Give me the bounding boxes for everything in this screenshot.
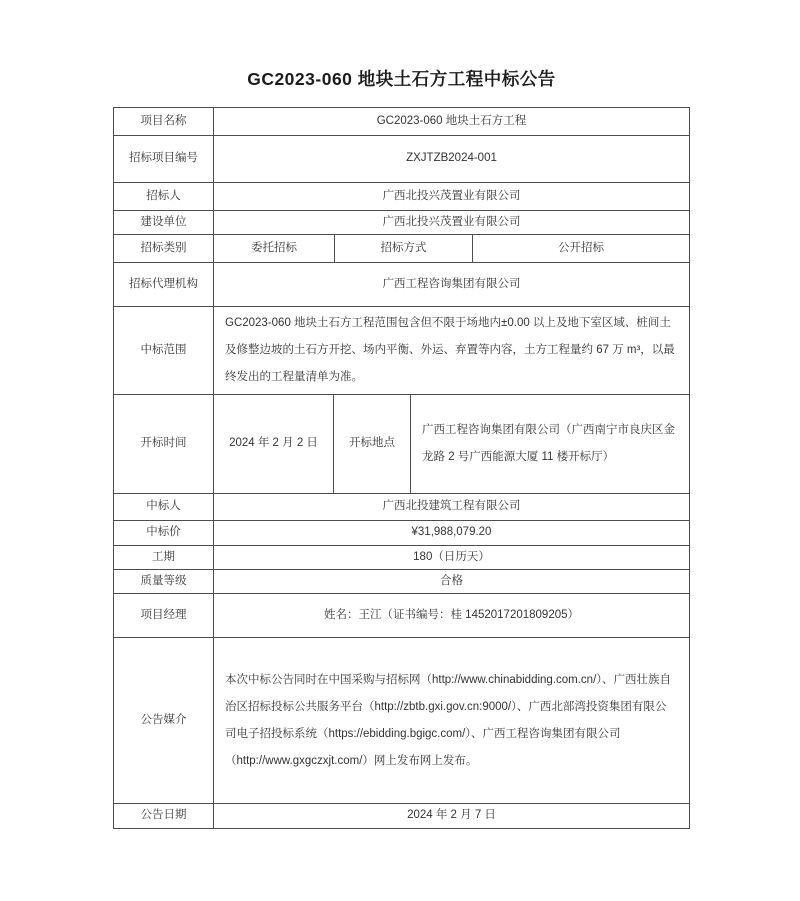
- table-row-scope: [114, 307, 690, 395]
- table-row-opening: [114, 395, 690, 494]
- document-page: [113, 66, 690, 829]
- agency-value: 广西工程咨询集团有限公司: [214, 263, 690, 307]
- table-row-duration: [114, 546, 690, 570]
- table-row-project-name: [114, 108, 690, 136]
- duration-value: 180（日历天）: [214, 546, 690, 570]
- table-row-category: [114, 235, 690, 263]
- opening-time-label: 开标时间: [114, 395, 214, 494]
- table-row-tender-number: [114, 136, 690, 183]
- manager-value: 姓名：王江（证书编号：桂 1452017201809205）: [214, 594, 690, 638]
- page-title: GC2023-060 地块土石方工程中标公告: [247, 69, 556, 89]
- bid-award-table: [113, 107, 690, 829]
- date-value: 2024 年 2 月 7 日: [214, 804, 690, 829]
- tender-method-value: 公开招标: [473, 235, 690, 263]
- builder-label: 建设单位: [114, 211, 214, 235]
- scope-value: GC2023-060 地块土石方工程范围包含但不限于场地内±0.00 以上及地下室区域、桩间土及修整边坡的土石方开挖、场内平衡、外运、弃置等内容，土方工程量约 67 万 m³，以最终发出的工程量清单为准。: [214, 307, 690, 395]
- tenderer-label: 招标人: [114, 183, 214, 211]
- table-row-builder: [114, 211, 690, 235]
- project-name-label: 项目名称: [114, 108, 214, 136]
- opening-place-label: 开标地点: [334, 395, 411, 494]
- table-row-manager: [114, 594, 690, 638]
- tender-method-label: 招标方式: [335, 235, 473, 263]
- tenderer-value: 广西北投兴茂置业有限公司: [214, 183, 690, 211]
- quality-value: 合格: [214, 570, 690, 594]
- tender-number-label: 招标项目编号: [114, 136, 214, 183]
- manager-label: 项目经理: [114, 594, 214, 638]
- agency-label: 招标代理机构: [114, 263, 214, 307]
- table-row-tenderer: [114, 183, 690, 211]
- media-value: 本次中标公告同时在中国采购与招标网（http://www.chinabidding.com.cn/）、广西壮族自治区招标投标公共服务平台（http://zbtb.gxi.gov.cn:9000/）、广西北部湾投资集团有限公司电子招投标系统（https://ebidding.bgigc.com/）、广西工程咨询集团有限公司（http://www.gxgczxjt.com/）网上发布网上发布。: [214, 638, 690, 804]
- opening-time-value: 2024 年 2 月 2 日: [214, 395, 334, 494]
- table-row-media: [114, 638, 690, 804]
- table-row-price: [114, 521, 690, 546]
- duration-label: 工期: [114, 546, 214, 570]
- price-value: ¥31,988,079.20: [214, 521, 690, 546]
- project-name-value: GC2023-060 地块土石方工程: [214, 108, 690, 136]
- table-row-winner: [114, 494, 690, 521]
- tender-number-value: ZXJTZB2024-001: [214, 136, 690, 183]
- quality-label: 质量等级: [114, 570, 214, 594]
- builder-value: 广西北投兴茂置业有限公司: [214, 211, 690, 235]
- media-label: 公告媒介: [114, 638, 214, 804]
- category-value: 委托招标: [214, 235, 335, 263]
- opening-place-value: 广西工程咨询集团有限公司（广西南宁市良庆区金龙路 2 号广西能源大厦 11 楼开标厅）: [411, 395, 690, 494]
- winner-label: 中标人: [114, 494, 214, 521]
- table-row-date: [114, 804, 690, 829]
- winner-value: 广西北投建筑工程有限公司: [214, 494, 690, 521]
- table-row-quality: [114, 570, 690, 594]
- price-label: 中标价: [114, 521, 214, 546]
- category-label: 招标类别: [114, 235, 214, 263]
- scope-label: 中标范围: [114, 307, 214, 395]
- date-label: 公告日期: [114, 804, 214, 829]
- table-row-agency: [114, 263, 690, 307]
